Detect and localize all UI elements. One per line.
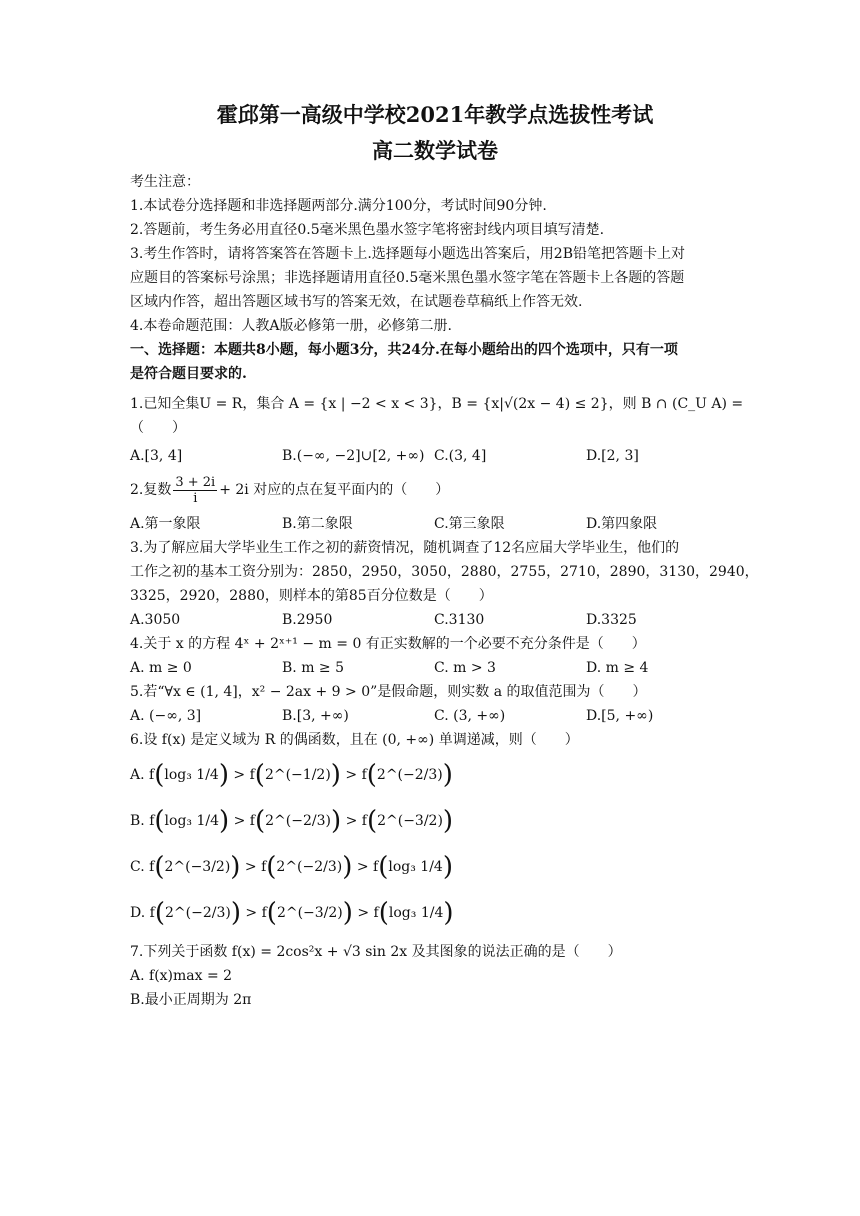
option-c: C.3130 <box>434 612 485 628</box>
question-6-option-c: C. f ( 2^(−3/2) ) > f ( 2^(−2/3) ) > f ( log₃ 1/4 ) <box>130 852 453 882</box>
question-7-option-a: A. f(x)max = 2 <box>130 968 233 984</box>
term-c: log₃ 1/4 <box>388 905 444 921</box>
term-a: log₃ 1/4 <box>164 767 219 783</box>
notice-item: 区域内作答，超出答题区域书写的答案无效，在试题卷草稿纸上作答无效. <box>130 294 583 310</box>
exam-subtitle: 高二数学试卷 <box>372 138 498 163</box>
term-b: 2^(−2/3) <box>276 859 343 875</box>
exam-title: 霍邱第一高级中学校2021年教学点选拔性考试 <box>216 102 654 127</box>
question-1-paren: （ ） <box>130 420 186 436</box>
term-c: 2^(−2/3) <box>376 767 443 783</box>
option-b: B.(−∞, −2]∪[2, +∞) <box>282 448 425 464</box>
question-3-line: 3.为了解应届大学毕业生工作之初的薪资情况，随机调查了12名应届大学毕业生，他们的 <box>130 540 680 556</box>
question-7-option-b: B.最小正周期为 2π <box>130 992 252 1008</box>
term-b: 2^(−3/2) <box>276 905 343 921</box>
option-a: A.第一象限 <box>130 516 201 532</box>
question-6-option-a: A. f ( log₃ 1/4 ) > f ( 2^(−1/2) ) > f ( 2^(−2/3) ) <box>130 760 453 790</box>
option-b: B.[3, +∞) <box>282 708 349 724</box>
option-label: C. <box>130 859 145 875</box>
question-4-stem: 4.关于 x 的方程 4ˣ + 2ˣ⁺¹ − m = 0 有正实数解的一个必要不充分条件是（ ） <box>130 636 646 652</box>
question-3-line: 3325，2920，2880，则样本的第85百分位数是（ ） <box>130 588 493 604</box>
option-b: B.2950 <box>282 612 333 628</box>
question-6-stem: 6.设 f(x) 是定义域为 R 的偶函数，且在 (0, +∞) 单调递减，则（ ） <box>130 732 579 748</box>
question-2-stem <box>130 468 740 512</box>
option-a: A. (−∞, 3] <box>130 708 202 724</box>
notice-item: 3.考生作答时，请将答案答在答题卡上.选择题每小题选出答案后，用2B铅笔把答题卡上对 <box>130 246 686 262</box>
option-b: B.第二象限 <box>282 516 353 532</box>
option-d: D.[5, +∞) <box>586 708 654 724</box>
option-d: D.第四象限 <box>586 516 658 532</box>
option-label: D. <box>130 905 146 921</box>
exam-page <box>130 100 759 1012</box>
question-1-options <box>130 444 740 468</box>
question-3-options <box>130 608 740 632</box>
question-3-line: 工作之初的基本工资分别为：2850，2950，3050，2880，2755，2710，2890，3130，2940， <box>130 564 759 580</box>
option-a: A. m ≥ 0 <box>130 660 192 676</box>
q2-denominator: i <box>193 490 198 506</box>
term-a: 2^(−2/3) <box>164 905 231 921</box>
question-2-options <box>130 512 740 536</box>
notice-item: 1.本试卷分选择题和非选择题两部分.满分100分，考试时间90分钟. <box>130 198 547 214</box>
question-5-options <box>130 704 740 728</box>
q2-prefix: 2.复数 <box>130 482 172 498</box>
notice-item: 应题目的答案标号涂黑；非选择题请用直径0.5毫米黑色墨水签字笔在答题卡上各题的答题 <box>130 270 685 286</box>
term-b: 2^(−2/3) <box>265 813 331 829</box>
notice-item: 4.本卷命题范围：人教A版必修第一册，必修第二册. <box>130 318 452 334</box>
question-4-options <box>130 656 740 680</box>
term-b: 2^(−1/2) <box>264 767 331 783</box>
option-c: C. (3, +∞) <box>434 708 506 724</box>
option-c: C.(3, 4] <box>434 448 487 464</box>
q2-fraction <box>173 475 217 506</box>
term-c: 2^(−3/2) <box>377 813 443 829</box>
option-label: A. <box>130 767 145 783</box>
question-6-option-b: B. f ( log₃ 1/4 ) > f ( 2^(−2/3) ) > f ( 2^(−3/2) ) <box>130 806 454 836</box>
question-6-option-d: D. f ( 2^(−2/3) ) > f ( 2^(−3/2) ) > f ( log₃ 1/4 ) <box>130 898 454 928</box>
option-d: D.[2, 3] <box>586 448 639 464</box>
term-c: log₃ 1/4 <box>388 859 443 875</box>
notice-heading: 考生注意： <box>130 174 200 190</box>
section-heading-cont: 是符合题目要求的. <box>130 366 247 382</box>
term-a: 2^(−3/2) <box>164 859 231 875</box>
question-7-stem: 7.下列关于函数 f(x) = 2cos²x + √3 sin 2x 及其图象的说法正确的是（ ） <box>130 944 622 960</box>
option-b: B. m ≥ 5 <box>282 660 345 676</box>
option-a: A.[3, 4] <box>130 448 183 464</box>
option-d: D.3325 <box>586 612 637 628</box>
option-c: C.第三象限 <box>434 516 505 532</box>
option-a: A.3050 <box>130 612 181 628</box>
option-c: C. m > 3 <box>434 660 496 676</box>
section-heading: 一、选择题：本题共8小题，每小题3分，共24分.在每小题给出的四个选项中，只有一项 <box>130 342 678 358</box>
q2-numerator: 3 + 2i <box>175 474 216 490</box>
q2-suffix: + 2i 对应的点在复平面内的（ ） <box>219 482 450 498</box>
option-d: D. m ≥ 4 <box>586 660 649 676</box>
question-5-stem: 5.若“∀x ∈ (1, 4]，x² − 2ax + 9 > 0”是假命题，则实数 a 的取值范围为（ ） <box>130 684 647 700</box>
question-1-stem: 1.已知全集U = R，集合 A = {x | −2 < x < 3}，B = {x|√(2x − 4) ≤ 2}，则 B ∩ (C_U A) = <box>130 396 744 412</box>
notice-item: 2.答题前，考生务必用直径0.5毫米黑色墨水签字笔将密封线内项目填写清楚. <box>130 222 605 238</box>
option-label: B. <box>130 813 145 829</box>
term-a: log₃ 1/4 <box>164 813 220 829</box>
